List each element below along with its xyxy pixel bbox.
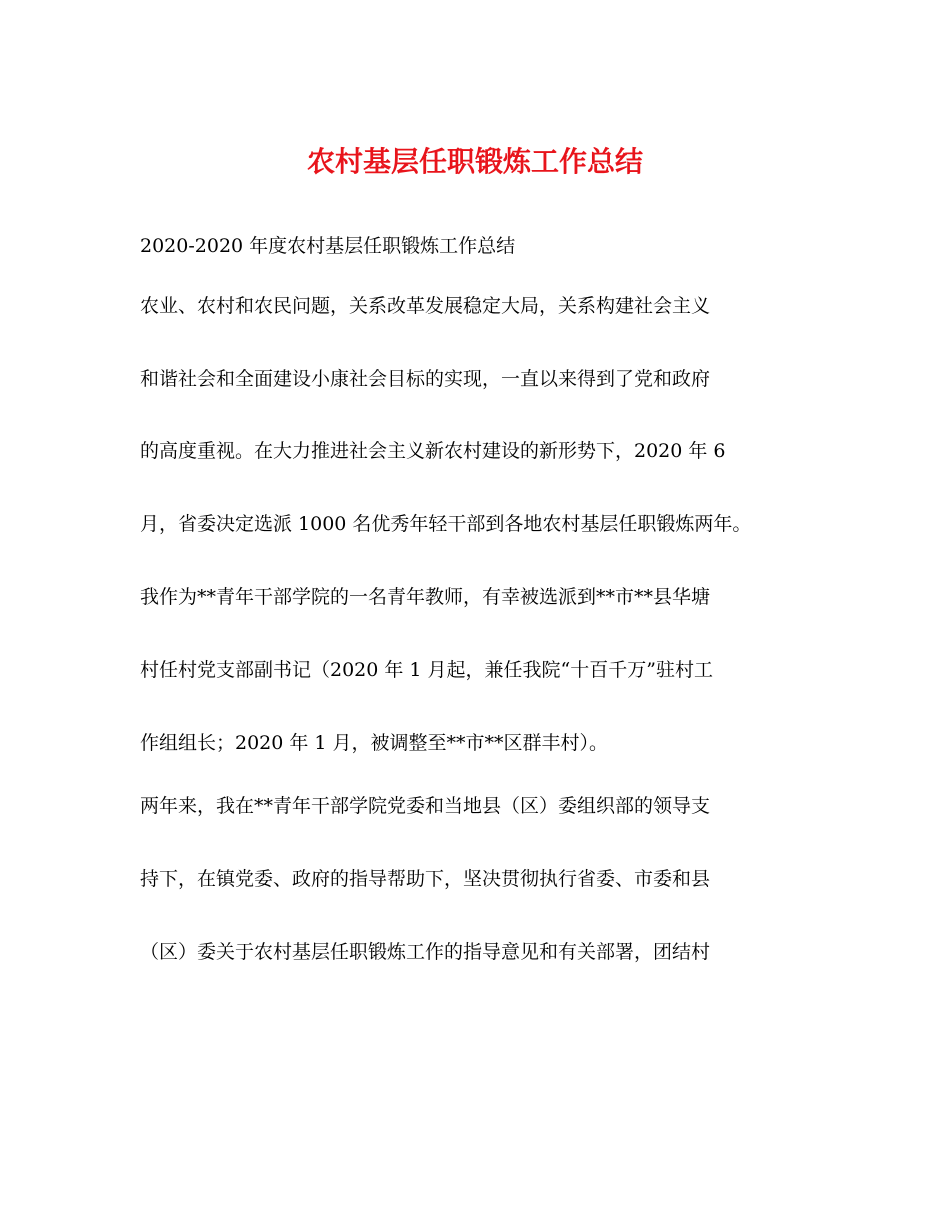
paragraph-1-line-3: 的高度重视。在大力推进社会主义新农村建设的新形势下，2020 年 6 bbox=[140, 440, 726, 462]
document-title: 农村基层任职锻炼工作总结 bbox=[306, 145, 643, 178]
document-subtitle: 2020-2020 年度农村基层任职锻炼工作总结 bbox=[140, 235, 516, 257]
paragraph-2-line-1: 两年来，我在**青年干部学院党委和当地县（区）委组织部的领导支 bbox=[140, 795, 711, 817]
paragraph-1-line-2: 和谐社会和全面建设小康社会目标的实现，一直以来得到了党和政府 bbox=[140, 368, 711, 390]
paragraph-2-line-3: （区）委关于农村基层任职锻炼工作的指导意见和有关部署，团结村 bbox=[140, 941, 711, 963]
paragraph-1-line-5: 我作为**青年干部学院的一名青年教师，有幸被选派到**市**县华塘 bbox=[140, 586, 711, 608]
paragraph-1-line-4: 月，省委决定选派 1000 名优秀年轻干部到各地农村基层任职锻炼两年。 bbox=[140, 513, 752, 535]
paragraph-1-line-7: 作组组长；2020 年 1 月，被调整至**市**区群丰村）。 bbox=[140, 732, 609, 754]
paragraph-2-line-2: 持下，在镇党委、政府的指导帮助下，坚决贯彻执行省委、市委和县 bbox=[140, 868, 711, 890]
paragraph-1-line-1: 农业、农村和农民问题，关系改革发展稳定大局，关系构建社会主义 bbox=[140, 295, 711, 317]
paragraph-1-line-6: 村任村党支部副书记（2020 年 1 月起，兼任我院“十百千万”驻村工 bbox=[140, 659, 713, 681]
